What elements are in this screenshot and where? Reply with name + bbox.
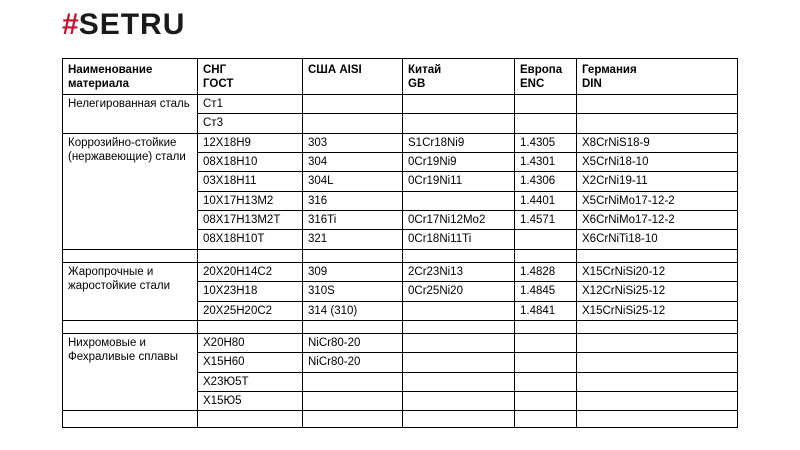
header-line-1: Китай (408, 64, 442, 76)
spacer-cell (403, 249, 515, 262)
group-label-corrosion-resistant-steel: Коррозийно-стойкие (нержавеющие) стали (63, 133, 198, 249)
cell-aisi: 304L (303, 172, 403, 191)
cell-aisi: 304 (303, 152, 403, 171)
cell-din: X15CrNiSi20-12 (577, 262, 738, 281)
cell-enc (515, 230, 577, 249)
cell-aisi (303, 114, 403, 133)
column-header-material-name (63, 59, 198, 95)
cell-gost: Ст3 (198, 114, 303, 133)
cell-aisi (303, 372, 403, 391)
table-row (63, 262, 738, 281)
cell-enc (515, 353, 577, 372)
cell-gb (403, 392, 515, 411)
cell-enc: 1.4828 (515, 262, 577, 281)
table-spacer-row (63, 249, 738, 262)
header-line-1: США AISI (308, 64, 362, 76)
cell-aisi: 303 (303, 133, 403, 152)
cell-enc: 1.4401 (515, 191, 577, 210)
cell-gost: Ст1 (198, 94, 303, 113)
spacer-cell (303, 320, 403, 333)
header-line-1: Германия (582, 64, 637, 76)
cell-enc (515, 94, 577, 113)
cell-aisi: 310S (303, 282, 403, 301)
cell-gost: Х15Ю5 (198, 392, 303, 411)
cell-din: X15CrNiSi25-12 (577, 301, 738, 320)
header-line-2: материала (68, 78, 129, 91)
cell-gb: 2Cr23Ni13 (403, 262, 515, 281)
cell-gb (403, 372, 515, 391)
header-line-2: ГОСТ (203, 78, 234, 91)
cell-din: X8CrNiS18-9 (577, 133, 738, 152)
column-header-cis-gost (198, 59, 303, 95)
spacer-cell (403, 411, 515, 428)
cell-aisi (303, 94, 403, 113)
cell-gost: 08Х18Н10 (198, 152, 303, 171)
header-line-1: СНГ (203, 64, 227, 76)
cell-enc: 1.4305 (515, 133, 577, 152)
cell-gost: 03Х18Н11 (198, 172, 303, 191)
logo-hash: # (62, 8, 79, 41)
cell-din: X12CrNiSi25-12 (577, 282, 738, 301)
cell-enc: 1.4841 (515, 301, 577, 320)
cell-din: X6CrNiTi18-10 (577, 230, 738, 249)
table-row (63, 411, 738, 428)
cell-enc: 1.4845 (515, 282, 577, 301)
cell-din (577, 114, 738, 133)
cell-gb (403, 301, 515, 320)
table-row (63, 333, 738, 352)
header-line-1: Наименование (68, 64, 153, 76)
table-header-row (63, 59, 738, 95)
spacer-cell (515, 320, 577, 333)
spacer-cell (577, 249, 738, 262)
cell-aisi: 316Ti (303, 211, 403, 230)
spacer-cell (198, 249, 303, 262)
cell-aisi: NiCr80-20 (303, 353, 403, 372)
cell-gost: 20Х25Н20С2 (198, 301, 303, 320)
cell-aisi: 316 (303, 191, 403, 210)
cell-din (577, 94, 738, 113)
column-header-china-gb (403, 59, 515, 95)
spacer-cell (303, 249, 403, 262)
material-standards-table (62, 58, 738, 428)
cell-din: X5CrNi18-10 (577, 152, 738, 171)
group-label-unalloyed-steel: Нелегированная сталь (63, 94, 198, 133)
cell-gost: 10Х23Н18 (198, 282, 303, 301)
cell-gb (403, 114, 515, 133)
header-line-2: ENC (520, 78, 545, 91)
cell-din (577, 372, 738, 391)
cell-gb (403, 333, 515, 352)
column-header-usa-aisi (303, 59, 403, 95)
cell-gost: 12Х18Н9 (198, 133, 303, 152)
cell-gost: Х20Н80 (198, 333, 303, 352)
cell-din: X2CrNi19-11 (577, 172, 738, 191)
cell-enc (515, 372, 577, 391)
cell-gb: 0Cr25Ni20 (403, 282, 515, 301)
spacer-cell (403, 320, 515, 333)
spacer-cell (577, 411, 738, 428)
cell-gb: 0Cr18Ni11Ti (403, 230, 515, 249)
cell-enc (515, 114, 577, 133)
spacer-cell (577, 320, 738, 333)
group-label-heat-resistant-steel: Жаропрочные и жаростойкие стали (63, 262, 198, 320)
cell-aisi: 309 (303, 262, 403, 281)
column-header-europe-enc (515, 59, 577, 95)
spacer-cell (63, 249, 198, 262)
cell-din: X6CrNiMo17-12-2 (577, 211, 738, 230)
cell-gb: S1Cr18Ni9 (403, 133, 515, 152)
logo-word: SETRU (78, 8, 186, 41)
cell-gb (403, 94, 515, 113)
cell-gb (403, 353, 515, 372)
column-header-germany-din (577, 59, 738, 95)
header-line-2: DIN (582, 78, 602, 91)
cell-aisi: 321 (303, 230, 403, 249)
header-line-1: Европа (520, 64, 563, 76)
brand-logo (62, 8, 185, 42)
cell-gost: 08Х17Н13М2Т (198, 211, 303, 230)
cell-din (577, 353, 738, 372)
spacer-cell (515, 249, 577, 262)
cell-enc (515, 392, 577, 411)
cell-gost: Х15Н60 (198, 353, 303, 372)
cell-gb: 0Cr19Ni11 (403, 172, 515, 191)
cell-gb (403, 191, 515, 210)
spacer-cell (515, 411, 577, 428)
spacer-cell (63, 411, 198, 428)
spacer-cell (303, 411, 403, 428)
cell-din: X5CrNiMo17-12-2 (577, 191, 738, 210)
cell-enc: 1.4306 (515, 172, 577, 191)
cell-din (577, 333, 738, 352)
cell-enc (515, 333, 577, 352)
header-line-2: GB (408, 78, 426, 91)
table-row (63, 133, 738, 152)
cell-gb: 0Cr19Ni9 (403, 152, 515, 171)
table-row (63, 94, 738, 113)
cell-gost: 08Х18Н10Т (198, 230, 303, 249)
table-spacer-row (63, 320, 738, 333)
cell-gost: Х23Ю5Т (198, 372, 303, 391)
cell-gost: 20Х20Н14С2 (198, 262, 303, 281)
cell-aisi (303, 392, 403, 411)
cell-din (577, 392, 738, 411)
cell-gb: 0Cr17Ni12Mo2 (403, 211, 515, 230)
group-label-nichrome-alloys: Нихромовые и Фехраливые сплавы (63, 333, 198, 411)
spacer-cell (198, 320, 303, 333)
spacer-cell (198, 411, 303, 428)
cell-enc: 1.4301 (515, 152, 577, 171)
cell-enc: 1.4571 (515, 211, 577, 230)
cell-aisi: 314 (310) (303, 301, 403, 320)
cell-gost: 10Х17Н13М2 (198, 191, 303, 210)
spacer-cell (63, 320, 198, 333)
material-standards-table-container (62, 58, 737, 428)
cell-aisi: NiCr80-20 (303, 333, 403, 352)
